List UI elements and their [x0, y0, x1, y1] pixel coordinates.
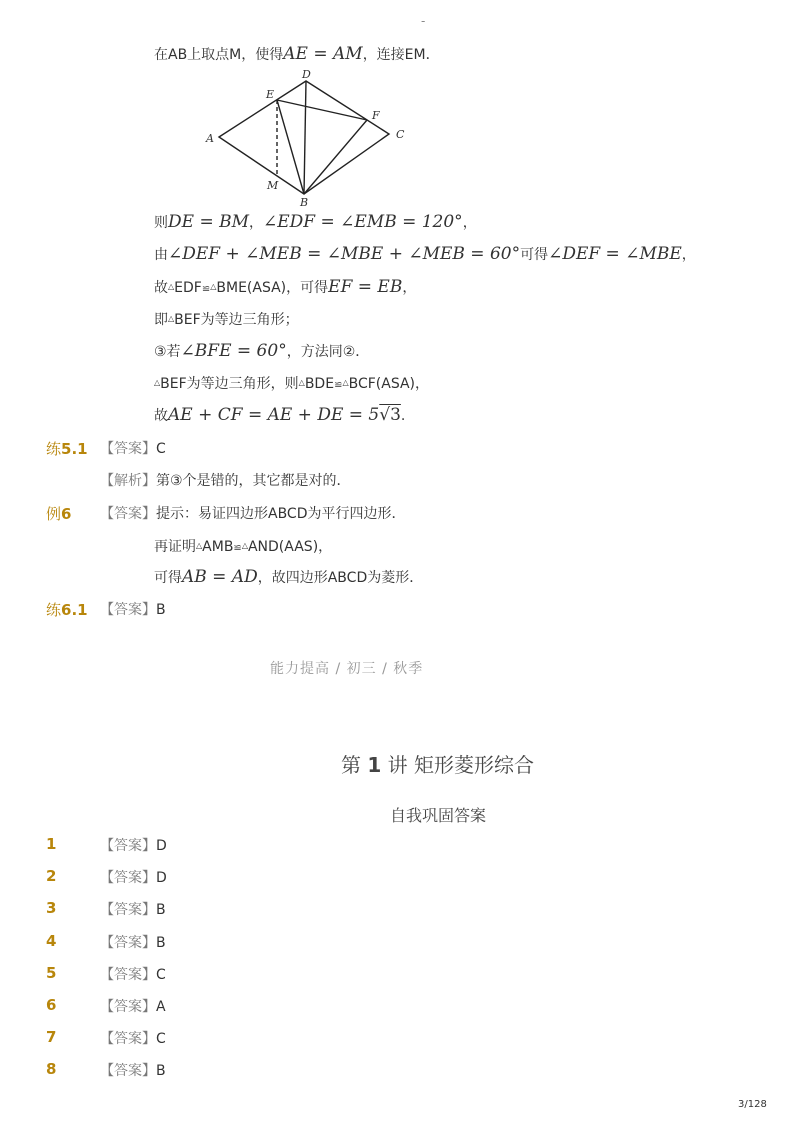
congruent-symbol: ≌ [334, 380, 343, 391]
math-expression: AE = AM [283, 44, 363, 64]
congruent-symbol: ≌ [233, 543, 242, 554]
answer-tag: 【答案】 [100, 902, 156, 919]
answer-tag: 【答案】 [100, 838, 156, 854]
answer-tag: 【答案】 [100, 1063, 156, 1080]
answer-number: 2 [46, 867, 57, 886]
text: AND(AAS)， [247, 539, 333, 555]
text: ，方法同②． [286, 344, 370, 360]
triangle-symbol: △ [168, 282, 175, 291]
text: ③若 [154, 344, 181, 360]
triangle-symbol: △ [196, 541, 203, 550]
answer-tag: 【答案】 [100, 506, 156, 522]
geometry-diagram [200, 66, 420, 211]
list-item [100, 868, 167, 888]
answer-text: 提示：易证四边形ABCD为平行四边形． [156, 506, 406, 522]
text: ， [402, 280, 417, 296]
label-c: C [396, 128, 405, 141]
lecture-title: 第 1 讲 矩形菱形综合 [341, 753, 534, 777]
section-title: 自我巩固答案 [390, 806, 487, 825]
example-6-line-2 [154, 536, 332, 559]
text: 则 [154, 215, 168, 231]
solution-line-8 [154, 405, 405, 426]
exercise-6-1-answer [100, 600, 166, 620]
segment-ef [277, 100, 367, 120]
text: 可得 [154, 570, 182, 586]
triangle-symbol: △ [168, 314, 175, 323]
answer-tag: 【答案】 [100, 602, 156, 618]
answer-value: D [156, 870, 167, 887]
label-d: D [302, 68, 311, 81]
answer-tag: 【答案】 [100, 441, 156, 457]
solution-line-4 [154, 277, 416, 300]
text: 可得 [520, 247, 549, 263]
text: BEF为等边三角形； [174, 312, 299, 328]
answer-tag: 【答案】 [100, 870, 156, 887]
exercise-5-1-answer [100, 439, 166, 459]
breadcrumb: 能力提高 / 初三 / 秋季 [270, 661, 424, 677]
answer-number: 1 [46, 835, 57, 853]
answer-number: 5 [46, 963, 57, 982]
triangle-symbol: △ [154, 378, 161, 387]
answer-number: 4 [46, 931, 57, 950]
list-item [100, 836, 167, 856]
page-number: 3/128 [738, 1099, 767, 1110]
text: 故 [154, 408, 168, 424]
text: ， [681, 247, 696, 263]
label-e: E [266, 88, 275, 101]
analysis-tag: 【解析】 [100, 473, 156, 489]
triangle-symbol: △ [298, 378, 305, 387]
answer-value: C [156, 1031, 166, 1048]
example-6-line-3 [154, 567, 423, 588]
list-item [100, 1061, 166, 1081]
answer-value: D [156, 838, 167, 854]
text: 即 [154, 312, 168, 328]
example-6-answer [100, 504, 406, 524]
text: ，故四边形ABCD为菱形． [257, 570, 424, 586]
math-expression: ∠DEF = ∠MBE [548, 244, 682, 264]
segment-db [304, 81, 306, 194]
label-b: B [300, 196, 309, 209]
exercise-label-6-1: 练6.1 [46, 601, 88, 619]
math-expression: AE + CF = AE + DE = 5 [168, 405, 380, 425]
text: 在AB上取点M，使得 [154, 47, 284, 63]
answer-number: 3 [46, 899, 57, 918]
text: AMB [202, 539, 234, 555]
text: BDE [304, 376, 335, 392]
list-item [100, 933, 166, 953]
triangle-symbol: △ [210, 282, 217, 291]
text: BME(ASA)，可得 [216, 280, 329, 296]
text: ， [462, 215, 477, 231]
text: BCF(ASA)， [348, 376, 430, 392]
text: BEF为等边三角形，则 [160, 376, 299, 392]
answer-value: B [156, 934, 166, 951]
answer-value: C [156, 966, 166, 983]
solution-line-5 [154, 309, 299, 330]
answer-value: B [156, 902, 166, 919]
exercise-5-1-analysis [100, 471, 351, 491]
list-item [100, 965, 166, 985]
solution-line-6 [154, 341, 369, 362]
text: 再证明 [154, 539, 196, 555]
math-expression: ∠DEF + ∠MEB = ∠MBE + ∠MEB = 60° [168, 244, 521, 264]
math-expression: AB = AD [182, 567, 258, 587]
solution-line-7 [154, 373, 429, 396]
text: 由 [154, 247, 168, 263]
answer-tag: 【答案】 [100, 1031, 156, 1048]
label-f: F [372, 109, 380, 122]
answer-tag: 【答案】 [100, 999, 156, 1015]
answer-value: A [156, 999, 166, 1015]
solution-line-1 [154, 44, 440, 65]
solution-line-3 [154, 244, 696, 265]
label-a: A [206, 132, 214, 145]
answer-tag: 【答案】 [100, 934, 156, 951]
text: EDF [174, 280, 202, 296]
solution-line-2 [154, 212, 477, 233]
list-item [100, 900, 166, 920]
triangle-symbol: △ [241, 541, 248, 550]
sqrt-expression: √3 [379, 405, 401, 425]
triangle-symbol: △ [342, 378, 349, 387]
answer-value: C [156, 441, 166, 457]
top-mark: - [421, 14, 426, 28]
list-item [100, 997, 166, 1017]
list-item [100, 1029, 166, 1049]
segment-eb [277, 100, 304, 194]
example-label-6: 例6 [46, 505, 72, 523]
text: . [400, 408, 406, 424]
math-expression: ∠BFE = 60° [180, 341, 287, 361]
math-expression: DE = BM [168, 212, 249, 232]
answer-number: 7 [46, 1028, 57, 1047]
answer-number: 8 [46, 1060, 57, 1079]
math-expression: ∠EDF = ∠EMB = 120° [263, 212, 463, 232]
math-expression: EF = EB [328, 277, 403, 297]
answer-tag: 【答案】 [100, 966, 156, 983]
congruent-symbol: ≌ [201, 284, 211, 295]
answer-value: B [156, 602, 166, 618]
analysis-text: 第③个是错的，其它都是对的． [156, 473, 351, 489]
answer-number: 6 [46, 996, 57, 1014]
text: 故 [154, 280, 168, 296]
text: ，连接EM． [362, 47, 440, 63]
answer-value: B [156, 1063, 166, 1080]
label-m: M [267, 179, 279, 192]
exercise-label-5-1: 练5.1 [46, 440, 88, 458]
text: ， [249, 215, 263, 231]
